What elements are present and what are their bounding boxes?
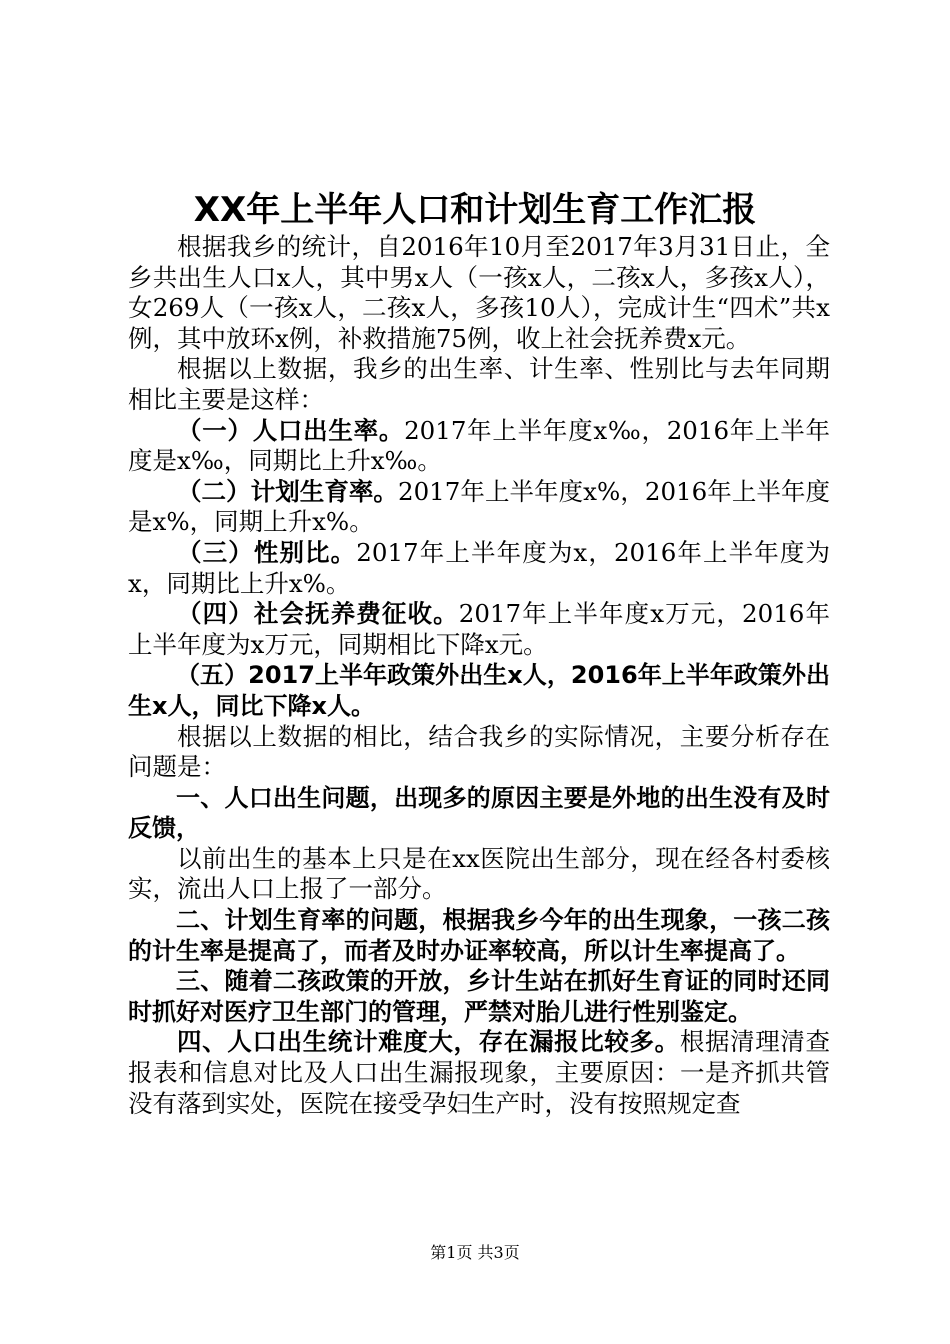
paragraph-heading: （一）人口出生率。: [177, 415, 405, 445]
document-title: XX年上半年人口和计划生育工作汇报: [193, 190, 757, 230]
paragraph-11: [128, 905, 830, 966]
paragraph-10: [128, 844, 830, 905]
paragraph-text: 根据以上数据的相比，结合我乡的实际情况，主要分析存在问题是：: [128, 721, 830, 782]
paragraph-heading: （四）社会抚养费征收。: [177, 599, 459, 629]
paragraph-13: [128, 1027, 830, 1119]
paragraph-heading: 一、人口出生问题，出现多的原因主要是外地的出生没有及时反馈，: [128, 783, 830, 843]
paragraph-4: [128, 477, 830, 538]
paragraph-text: 根据我乡的统计，自2016年10月至2017年3月31日止，全乡共出生人口x人，其中男x人（一孩x人，二孩x人，多孩x人），女269人（一孩x人，二孩x人，多孩10人），完成计生“四术”共x例，其中放环x例，补救措施75例，收上社会抚养费x元。: [128, 232, 830, 353]
paragraph-text: 2017年上半年度x‰，2016年上半年度是x‰，同期比上升x‰。: [128, 415, 830, 476]
paragraph-5: [128, 538, 830, 599]
paragraph-text: 根据清理清查报表和信息对比及人口出生漏报现象，主要原因：一是齐抓共管没有落到实处，医院在接受孕妇生产时，没有按照规定查: [128, 1027, 831, 1118]
document-body: [128, 232, 830, 1119]
paragraph-text: 根据以上数据，我乡的出生率、计生率、性别比与去年同期相比主要是这样：: [128, 354, 830, 414]
paragraph-7: [128, 660, 830, 721]
paragraph-heading: （三）性别比。: [177, 537, 357, 567]
paragraph-text: 以前出生的基本上只是在xx医院出生部分，现在经各村委核实，流出人口上报了一部分。: [128, 843, 830, 904]
paragraph-text: 2017年上半年度为x，2016年上半年度为x，同期比上升x%。: [128, 537, 830, 598]
paragraph-heading: 三、随着二孩政策的开放，乡计生站在抓好生育证的同时还同时抓好对医疗卫生部门的管理，严禁对胎儿进行性别鉴定。: [128, 967, 830, 1026]
paragraph-3: [128, 416, 830, 477]
paragraph-2: [128, 354, 830, 415]
paragraph-1: [128, 232, 830, 354]
paragraph-text: 2017年上半年度x%，2016年上半年度是x%，同期上升x%。: [128, 476, 830, 537]
paragraph-heading: 四、人口出生统计难度大，存在漏报比较多。: [177, 1027, 680, 1057]
page-footer: 第1页 共3页: [430, 1243, 520, 1262]
paragraph-heading: （二）计划生育率。: [177, 476, 398, 506]
paragraph-6: [128, 599, 830, 660]
paragraph-heading: （五）2017上半年政策外出生x人，2016年上半年政策外出生x人，同比下降x人。: [128, 661, 830, 720]
paragraph-12: [128, 966, 830, 1027]
paragraph-9: [128, 783, 830, 844]
paragraph-heading: 二、计划生育率的问题，根据我乡今年的出生现象，一孩二孩的计生率是提高了，而者及时办证率较高，所以计生率提高了。: [128, 906, 830, 965]
paragraph-text: 2017年上半年度x万元，2016年上半年度为x万元，同期相比下降x元。: [128, 599, 830, 659]
paragraph-8: [128, 722, 830, 783]
